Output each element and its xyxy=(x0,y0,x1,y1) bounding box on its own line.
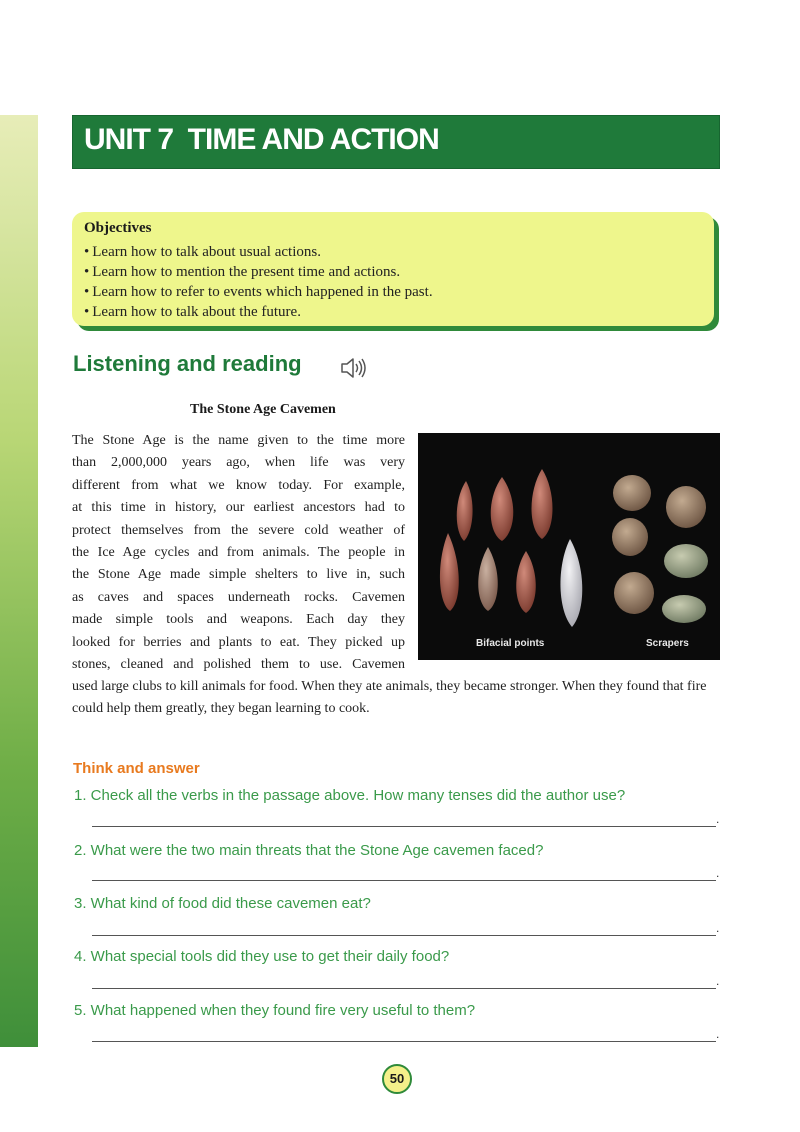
answer-line-1[interactable] xyxy=(92,826,716,827)
side-decor-bar xyxy=(0,115,38,1047)
objective-item: • Learn how to refer to events which happened in the past. xyxy=(84,282,433,302)
story-paragraph-top xyxy=(72,430,405,676)
objectives-heading: Objectives xyxy=(84,220,152,236)
story-line: stones, cleaned and polished them to use. Cavemen xyxy=(72,657,405,673)
objective-item: • Learn how to talk about usual actions. xyxy=(84,242,433,262)
story-line: as caves and spaces underneath rocks. Cavemen xyxy=(72,589,405,605)
question-1: 1. Check all the verbs in the passage above. How many tenses did the author use? xyxy=(74,787,626,804)
unit-banner xyxy=(72,115,720,169)
objectives-list xyxy=(84,242,433,322)
answer-line-5[interactable] xyxy=(92,1041,716,1042)
speaker-icon[interactable] xyxy=(340,357,368,379)
story-line: the Stone Age made simple shelters to live in, such xyxy=(72,567,405,583)
question-4: 4. What special tools did they use to get their daily food? xyxy=(74,948,450,965)
answer-line-end: . xyxy=(716,921,720,935)
answer-line-2[interactable] xyxy=(92,880,716,881)
think-heading: Think and answer xyxy=(73,760,200,777)
story-line: made simple tools and weapons. Each day they xyxy=(72,612,405,628)
objective-item: • Learn how to talk about the future. xyxy=(84,302,433,322)
objectives-box xyxy=(72,212,714,326)
objective-item: • Learn how to mention the present time and actions. xyxy=(84,262,433,282)
section-heading: Listening and reading xyxy=(73,351,302,376)
story-line: protect themselves from the severe cold weather of xyxy=(72,522,405,538)
unit-title: UNIT 7 TIME AND ACTION xyxy=(84,123,439,156)
answer-line-end: . xyxy=(716,974,720,988)
story-line: than 2,000,000 years ago, when life was very xyxy=(72,455,405,471)
answer-line-end: . xyxy=(716,812,720,826)
stone-tools-photo xyxy=(418,433,720,660)
question-2: 2. What were the two main threats that the Stone Age cavemen faced? xyxy=(74,842,544,859)
story-line: looked for berries and plants to eat. They picked up xyxy=(72,634,405,650)
answer-line-end: . xyxy=(716,866,720,880)
story-line: different from what we know today. For example, xyxy=(72,477,405,493)
photo-caption-left: Bifacial points xyxy=(476,638,545,649)
answer-line-4[interactable] xyxy=(92,988,716,989)
page-number: 50 xyxy=(382,1064,412,1094)
story-line: The Stone Age is the name given to the time more xyxy=(72,433,405,448)
question-5: 5. What happened when they found fire very useful to them? xyxy=(74,1002,476,1019)
story-paragraph-bottom: used large clubs to kill animals for food. When they ate animals, they became stronger. When they found that fire could help them greatly, they began learning to cook. xyxy=(72,679,707,716)
story-title: The Stone Age Cavemen xyxy=(190,402,336,417)
photo-caption-right: Scrapers xyxy=(646,638,689,649)
story-line: the Ice Age cycles and from animals. The people in xyxy=(72,545,405,561)
question-3: 3. What kind of food did these cavemen eat? xyxy=(74,895,371,912)
answer-line-end: . xyxy=(716,1027,720,1041)
stone-tools-illustration xyxy=(418,433,720,660)
story-line: at this time in history, our earliest ancestors had to xyxy=(72,500,405,516)
answer-line-3[interactable] xyxy=(92,935,716,936)
